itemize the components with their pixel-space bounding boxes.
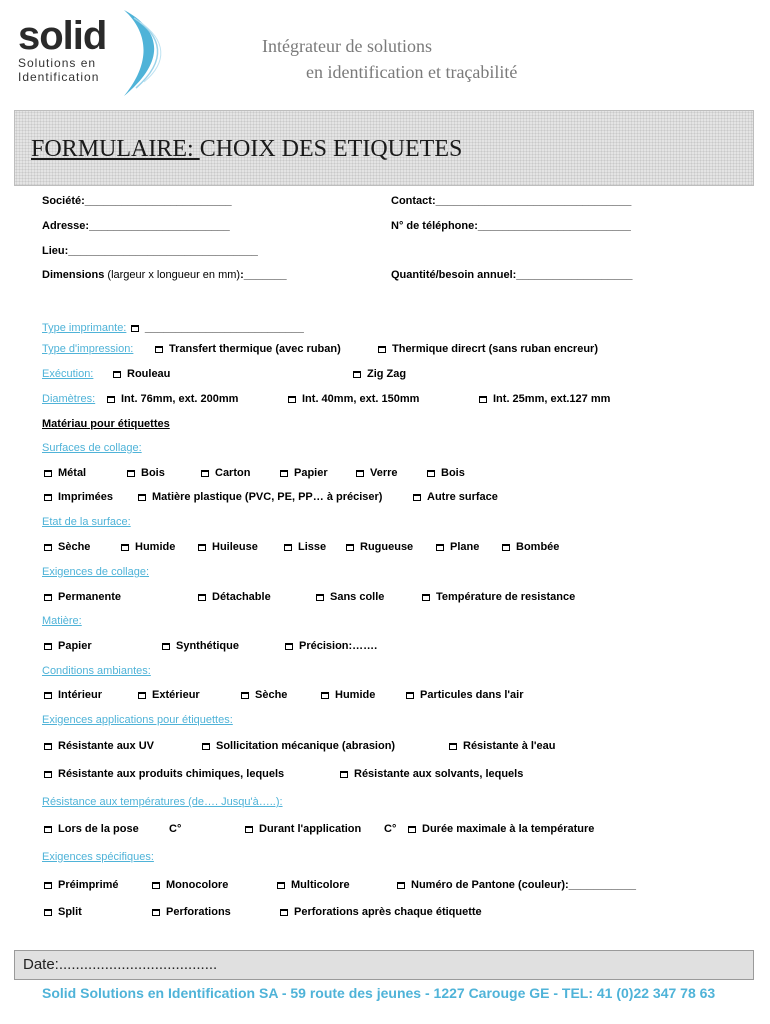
option-label: Résistante aux produits chimiques, lequels <box>58 768 285 780</box>
specifiques-label: Exigences spécifiques: <box>42 851 154 863</box>
option-label: Verre <box>370 467 398 479</box>
option-label: Plane <box>450 541 480 553</box>
checkbox-icon[interactable] <box>353 371 361 378</box>
form-title-main: FORMULAIRE: <box>31 136 200 162</box>
option-label: Carton <box>215 467 251 479</box>
option-label: Numéro de Pantone (couleur):___________ <box>411 879 636 891</box>
checkbox-icon[interactable] <box>44 771 52 778</box>
option-label: Durant l'application <box>259 823 362 835</box>
etat-label: Etat de la surface: <box>42 516 131 528</box>
option-verre[interactable] <box>356 467 398 479</box>
checkbox-icon[interactable] <box>107 396 115 403</box>
option-label: Multicolore <box>291 879 350 891</box>
type-imprimante-blank[interactable]: __________________________ <box>144 322 304 334</box>
option-label: Autre surface <box>427 491 498 503</box>
option-label: Préimprimé <box>58 879 119 891</box>
option-bois[interactable] <box>127 467 165 479</box>
option-huileuse[interactable] <box>198 541 258 553</box>
checkbox-icon[interactable] <box>280 470 288 477</box>
dimensions-hint: (largeur x longueur en mm) <box>104 269 241 281</box>
option-label: Split <box>58 906 82 918</box>
option-resistante-eau[interactable] <box>449 740 556 752</box>
checkbox-icon[interactable] <box>277 882 285 889</box>
checkbox-icon[interactable] <box>285 643 293 650</box>
checkbox-icon[interactable] <box>127 470 135 477</box>
checkbox-icon[interactable] <box>44 643 52 650</box>
checkbox-icon[interactable] <box>44 470 52 477</box>
checkbox-icon[interactable] <box>121 544 129 551</box>
checkbox-icon[interactable] <box>245 826 253 833</box>
field-telephone[interactable]: N° de téléphone:_________________________ <box>391 220 631 232</box>
option-label: Transfert thermique (avec ruban) <box>169 343 341 355</box>
option-label: Résistante aux UV <box>58 740 154 752</box>
temperatures-label: Résistance aux températures (de…. Jusqu'à…..): <box>42 796 283 808</box>
checkbox-icon[interactable] <box>44 494 52 501</box>
option-permanente[interactable] <box>44 591 121 603</box>
type-imprimante-label: Type imprimante: <box>42 322 127 334</box>
checkbox-icon[interactable] <box>436 544 444 551</box>
option-label: Sèche <box>58 541 91 553</box>
checkbox-icon[interactable] <box>201 470 209 477</box>
checkbox-icon[interactable] <box>44 544 52 551</box>
field-societe[interactable]: Société:________________________ <box>42 195 232 207</box>
option-rouleau[interactable] <box>113 368 170 380</box>
field-quantite[interactable]: Quantité/besoin annuel:___________________ <box>391 269 633 281</box>
checkbox-icon[interactable] <box>202 743 210 750</box>
option-label: Sollicitation mécanique (abrasion) <box>216 740 396 752</box>
option-label: Détachable <box>212 591 271 603</box>
materiau-heading: Matériau pour étiquettes <box>42 418 170 430</box>
option-label: Résistante à l'eau <box>463 740 556 752</box>
unit-celsius-2: C° <box>384 823 397 835</box>
date-field[interactable]: Date:...................................... <box>23 956 218 973</box>
option-label: Bois <box>441 467 465 479</box>
option-label: Extérieur <box>152 689 200 701</box>
option-label: Intérieur <box>58 689 103 701</box>
option-label: Perforations après chaque étiquette <box>294 906 482 918</box>
checkbox-icon[interactable] <box>138 692 146 699</box>
option-particules[interactable] <box>406 689 524 701</box>
option-label: Papier <box>294 467 328 479</box>
option-duree-maximale[interactable] <box>408 823 594 835</box>
checkbox-icon[interactable] <box>44 909 52 916</box>
checkbox-icon[interactable] <box>422 594 430 601</box>
option-monocolore[interactable] <box>152 879 228 891</box>
unit-celsius-1: C° <box>169 823 182 835</box>
checkbox-icon[interactable] <box>316 594 324 601</box>
option-label: Humide <box>335 689 376 701</box>
logo-wordmark: solid <box>18 14 107 58</box>
option-diametre-40[interactable] <box>288 393 419 405</box>
option-interieur[interactable] <box>44 689 102 701</box>
checkbox-icon[interactable] <box>44 743 52 750</box>
checkbox-icon[interactable] <box>502 544 510 551</box>
option-detachable[interactable] <box>198 591 271 603</box>
option-preimprime[interactable] <box>44 879 119 891</box>
diametres-label: Diamètres: <box>42 393 96 405</box>
option-label: Zig Zag <box>367 368 407 380</box>
option-exterieur[interactable] <box>138 689 200 701</box>
option-imprimees[interactable] <box>44 491 113 503</box>
option-matiere-plastique[interactable] <box>138 491 382 503</box>
option-resistante-uv[interactable] <box>44 740 154 752</box>
checkbox-icon[interactable] <box>427 470 435 477</box>
checkbox-icon[interactable] <box>44 882 52 889</box>
option-sans-colle[interactable] <box>316 591 384 603</box>
option-resistante-solvants[interactable] <box>340 768 523 780</box>
execution-label: Exécution: <box>42 368 94 380</box>
checkbox-icon[interactable] <box>152 909 160 916</box>
option-label: Lors de la pose <box>58 823 139 835</box>
title-banner <box>14 110 754 186</box>
option-label: Permanente <box>58 591 121 603</box>
checkbox-icon[interactable] <box>340 771 348 778</box>
exigences-applications-label: Exigences applications pour étiquettes: <box>42 714 233 726</box>
option-lisse[interactable] <box>284 541 326 553</box>
checkbox-icon[interactable] <box>378 346 386 353</box>
option-perforations-chaque[interactable] <box>280 906 482 918</box>
option-cond-humide[interactable] <box>321 689 375 701</box>
matiere-label: Matière: <box>42 615 82 627</box>
option-pantone[interactable] <box>397 879 636 891</box>
option-label: Int. 40mm, ext. 150mm <box>302 393 420 405</box>
form-title-rest: CHOIX DES ETIQUETES <box>199 136 463 162</box>
checkbox-icon[interactable] <box>280 909 288 916</box>
option-label: Perforations <box>166 906 231 918</box>
option-diametre-76[interactable] <box>107 393 238 405</box>
checkbox-icon[interactable] <box>138 494 146 501</box>
option-plane[interactable] <box>436 541 479 553</box>
checkbox-icon[interactable] <box>155 346 163 353</box>
type-imprimante-row <box>42 318 304 336</box>
checkbox-icon[interactable] <box>408 826 416 833</box>
option-multicolore[interactable] <box>277 879 350 891</box>
field-adresse[interactable]: Adresse:_______________________ <box>42 220 230 232</box>
option-label: Lisse <box>298 541 327 553</box>
option-transfert-thermique[interactable] <box>155 343 341 355</box>
date-box[interactable] <box>14 950 754 980</box>
surfaces-label: Surfaces de collage: <box>42 442 142 454</box>
field-dimensions[interactable] <box>42 269 287 281</box>
checkbox-icon[interactable] <box>44 692 52 699</box>
footer-address: Solid Solutions en Identification SA - 59 route des jeunes - 1227 Carouge GE - TEL: 41 (0)22 347 78 63 <box>42 985 716 1001</box>
option-label: Sèche <box>255 689 288 701</box>
option-label: Résistante aux solvants, lequels <box>354 768 524 780</box>
option-label: Bombée <box>516 541 560 553</box>
option-label: Imprimées <box>58 491 114 503</box>
option-cond-seche[interactable] <box>241 689 287 701</box>
form-title <box>31 136 462 163</box>
checkbox-icon[interactable] <box>346 544 354 551</box>
option-bombee[interactable] <box>502 541 559 553</box>
option-label: Int. 25mm, ext.127 mm <box>493 393 611 405</box>
checkbox-icon[interactable] <box>44 594 52 601</box>
field-lieu[interactable]: Lieu:_______________________________ <box>42 245 258 257</box>
option-label: Papier <box>58 640 92 652</box>
option-label: Matière plastique (PVC, PE, PP… à préciser) <box>152 491 383 503</box>
checkbox-icon[interactable] <box>44 826 52 833</box>
dimensions-label: Dimensions <box>42 269 105 281</box>
option-split[interactable] <box>44 906 82 918</box>
option-label: Monocolore <box>166 879 229 891</box>
option-lors-de-la-pose[interactable] <box>44 823 139 835</box>
option-zig-zag[interactable] <box>353 368 406 380</box>
logo-subtitle-line2: Identification <box>18 70 100 84</box>
option-rugueuse[interactable] <box>346 541 413 553</box>
option-label: Particules dans l'air <box>420 689 524 701</box>
option-label: Durée maximale à la température <box>422 823 595 835</box>
option-label: Int. 76mm, ext. 200mm <box>121 393 239 405</box>
option-metal[interactable] <box>44 467 86 479</box>
checkbox-icon[interactable] <box>131 325 139 332</box>
option-seche[interactable] <box>44 541 90 553</box>
option-label: Précision:……. <box>299 640 378 652</box>
option-sollicitation[interactable] <box>202 740 395 752</box>
option-label: Huileuse <box>212 541 258 553</box>
tagline-line1: Intégrateur de solutions <box>262 36 432 56</box>
checkbox-icon[interactable] <box>406 692 414 699</box>
option-synthetique[interactable] <box>162 640 239 652</box>
logo-swoosh-icon <box>118 8 176 98</box>
checkbox-icon[interactable] <box>397 882 405 889</box>
checkbox-icon[interactable] <box>113 371 121 378</box>
checkbox-icon[interactable] <box>152 882 160 889</box>
option-matiere-papier[interactable] <box>44 640 92 652</box>
option-label: Synthétique <box>176 640 239 652</box>
option-thermique-direct[interactable] <box>378 343 598 355</box>
tagline-line2: en identification et traçabilité <box>306 62 518 82</box>
option-durant-application[interactable] <box>245 823 361 835</box>
checkbox-icon[interactable] <box>321 692 329 699</box>
option-label: Rouleau <box>127 368 171 380</box>
checkbox-icon[interactable] <box>198 544 206 551</box>
logo-subtitle-line1: Solutions en <box>18 56 97 70</box>
option-temperature-resistance[interactable] <box>422 591 575 603</box>
option-precision[interactable] <box>285 640 377 652</box>
conditions-label: Conditions ambiantes: <box>42 665 151 677</box>
checkbox-icon[interactable] <box>284 544 292 551</box>
checkbox-icon[interactable] <box>241 692 249 699</box>
checkbox-icon[interactable] <box>288 396 296 403</box>
option-label: Humide <box>135 541 176 553</box>
option-label: Thermique direcrt (sans ruban encreur) <box>392 343 598 355</box>
option-carton[interactable] <box>201 467 250 479</box>
exigences-collage-label: Exigences de collage: <box>42 566 150 578</box>
option-label: Température de resistance <box>436 591 576 603</box>
option-papier[interactable] <box>280 467 328 479</box>
option-humide[interactable] <box>121 541 175 553</box>
option-autre-surface[interactable] <box>413 491 498 503</box>
option-label: Sans colle <box>330 591 385 603</box>
option-resistante-chimiques[interactable] <box>44 768 284 780</box>
checkbox-icon[interactable] <box>413 494 421 501</box>
option-bois-2[interactable] <box>427 467 465 479</box>
checkbox-icon[interactable] <box>449 743 457 750</box>
checkbox-icon[interactable] <box>162 643 170 650</box>
checkbox-icon[interactable] <box>356 470 364 477</box>
type-impression-label: Type d'impression: <box>42 343 134 355</box>
option-diametre-25[interactable] <box>479 393 610 405</box>
option-label: Bois <box>141 467 165 479</box>
checkbox-icon[interactable] <box>198 594 206 601</box>
option-label: Métal <box>58 467 87 479</box>
checkbox-icon[interactable] <box>479 396 487 403</box>
option-perforations[interactable] <box>152 906 231 918</box>
option-label: Rugueuse <box>360 541 414 553</box>
dimensions-blank: :_______ <box>240 269 287 281</box>
field-contact[interactable]: Contact:________________________________ <box>391 195 632 207</box>
